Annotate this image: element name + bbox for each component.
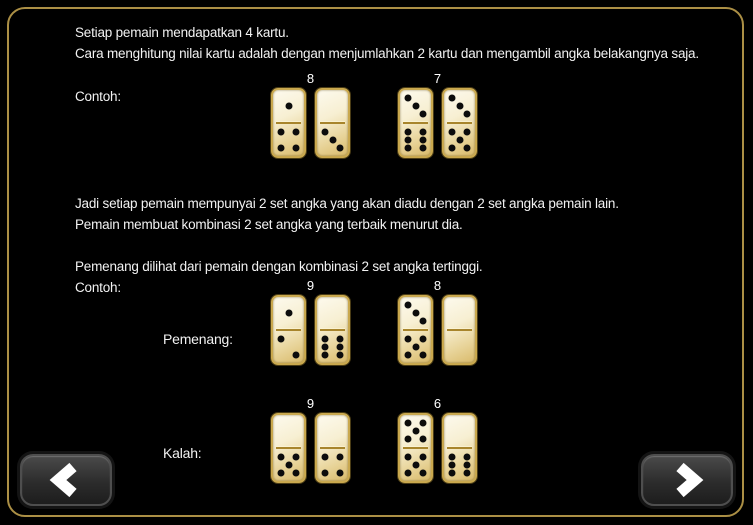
domino-pip bbox=[293, 352, 300, 359]
domino-top-half bbox=[317, 415, 348, 447]
domino-pair-winner-2 bbox=[398, 279, 477, 365]
instruction-line-1: Setiap pemain mendapatkan 4 kartu. bbox=[75, 25, 289, 40]
chevron-left-icon bbox=[43, 461, 89, 499]
pair-value-label: 7 bbox=[433, 71, 442, 86]
domino-bottom-half bbox=[400, 449, 431, 481]
domino-pip bbox=[412, 462, 419, 469]
domino-bottom-half bbox=[400, 331, 431, 363]
domino-pip bbox=[412, 428, 419, 435]
domino-pip bbox=[337, 145, 344, 152]
domino-pip bbox=[420, 129, 427, 136]
domino-top-half bbox=[273, 90, 304, 122]
domino-pip bbox=[464, 111, 471, 118]
domino-pip bbox=[420, 145, 427, 152]
domino-pip bbox=[464, 454, 471, 461]
domino-pip bbox=[337, 454, 344, 461]
domino-pip bbox=[464, 129, 471, 136]
domino-pip bbox=[404, 129, 411, 136]
domino-pip bbox=[321, 470, 328, 477]
domino-card bbox=[315, 413, 350, 483]
domino-pip bbox=[404, 336, 411, 343]
domino-bottom-half bbox=[400, 124, 431, 156]
domino-pip bbox=[337, 470, 344, 477]
domino-bottom-half bbox=[444, 124, 475, 156]
domino-pair-loser-1 bbox=[271, 397, 350, 483]
domino-card bbox=[271, 295, 306, 365]
domino-pip bbox=[277, 336, 284, 343]
domino-pip bbox=[321, 336, 328, 343]
pair-value-label: 8 bbox=[433, 278, 442, 293]
domino-top-half bbox=[400, 90, 431, 122]
instruction-line-3: Jadi setiap pemain mempunyai 2 set angka yang akan diadu dengan 2 set angka pemain lain. bbox=[75, 196, 619, 211]
domino-pip bbox=[456, 103, 463, 110]
domino-pip bbox=[404, 95, 411, 102]
domino-pip bbox=[277, 470, 284, 477]
domino-pip bbox=[277, 129, 284, 136]
domino-bottom-half bbox=[317, 449, 348, 481]
domino-card bbox=[398, 413, 433, 483]
domino-pip bbox=[412, 344, 419, 351]
domino-pip bbox=[337, 352, 344, 359]
domino-top-half bbox=[444, 90, 475, 122]
domino-card bbox=[315, 88, 350, 158]
domino-pip bbox=[277, 454, 284, 461]
domino-pip bbox=[420, 111, 427, 118]
domino-bottom-half bbox=[317, 124, 348, 156]
instruction-line-2: Cara menghitung nilai kartu adalah dengan menjumlahkan 2 kartu dan mengambil angka belakangnya saja. bbox=[75, 46, 699, 61]
domino-pip bbox=[321, 129, 328, 136]
domino-bottom-half bbox=[273, 449, 304, 481]
domino-card bbox=[442, 295, 477, 365]
example-1-heading: Contoh: bbox=[75, 89, 121, 104]
domino-top-half bbox=[273, 297, 304, 329]
domino-pip bbox=[464, 145, 471, 152]
domino-pip bbox=[420, 137, 427, 144]
instruction-line-4: Pemain membuat kombinasi 2 set angka yang terbaik menurut dia. bbox=[75, 217, 463, 232]
domino-card bbox=[398, 295, 433, 365]
domino-pip bbox=[404, 420, 411, 427]
domino-card bbox=[398, 88, 433, 158]
domino-top-half bbox=[317, 297, 348, 329]
domino-pip bbox=[464, 462, 471, 469]
domino-top-half bbox=[400, 415, 431, 447]
domino-pip bbox=[448, 462, 455, 469]
domino-pip bbox=[420, 318, 427, 325]
domino-pip bbox=[420, 436, 427, 443]
pair-value-label: 9 bbox=[306, 278, 315, 293]
domino-top-half bbox=[273, 415, 304, 447]
domino-pip bbox=[293, 454, 300, 461]
domino-pip bbox=[285, 462, 292, 469]
domino-pip bbox=[285, 103, 292, 110]
domino-card bbox=[442, 88, 477, 158]
domino-pip bbox=[321, 344, 328, 351]
pair-value-label: 6 bbox=[433, 396, 442, 411]
domino-card bbox=[442, 413, 477, 483]
pair-value-label: 9 bbox=[306, 396, 315, 411]
domino-pip bbox=[337, 344, 344, 351]
domino-pip bbox=[420, 454, 427, 461]
domino-top-half bbox=[317, 90, 348, 122]
domino-card bbox=[315, 295, 350, 365]
domino-pip bbox=[420, 352, 427, 359]
domino-pip bbox=[285, 310, 292, 317]
domino-bottom-half bbox=[273, 124, 304, 156]
instruction-line-5: Pemenang dilihat dari pemain dengan kombinasi 2 set angka tertinggi. bbox=[75, 259, 483, 274]
domino-card bbox=[271, 88, 306, 158]
domino-pip bbox=[293, 470, 300, 477]
chevron-right-icon bbox=[664, 461, 710, 499]
example-2-heading: Contoh: bbox=[75, 280, 121, 295]
domino-pair-example-2 bbox=[398, 72, 477, 158]
domino-bottom-half bbox=[444, 331, 475, 363]
domino-pip bbox=[448, 145, 455, 152]
domino-pip bbox=[404, 454, 411, 461]
domino-pip bbox=[412, 310, 419, 317]
domino-card bbox=[271, 413, 306, 483]
domino-pip bbox=[420, 470, 427, 477]
domino-pip bbox=[464, 470, 471, 477]
domino-pair-loser-2 bbox=[398, 397, 477, 483]
domino-pair-winner-1 bbox=[271, 279, 350, 365]
domino-pip bbox=[337, 336, 344, 343]
pair-value-label: 8 bbox=[306, 71, 315, 86]
domino-top-half bbox=[444, 415, 475, 447]
domino-pip bbox=[420, 336, 427, 343]
next-page-button[interactable] bbox=[641, 454, 733, 506]
domino-pip bbox=[329, 137, 336, 144]
domino-pip bbox=[412, 103, 419, 110]
domino-pip bbox=[404, 302, 411, 309]
domino-pip bbox=[448, 454, 455, 461]
loser-row-label: Kalah: bbox=[163, 445, 202, 461]
domino-top-half bbox=[400, 297, 431, 329]
domino-pip bbox=[456, 137, 463, 144]
domino-bottom-half bbox=[273, 331, 304, 363]
domino-pip bbox=[448, 95, 455, 102]
domino-pip bbox=[321, 352, 328, 359]
domino-pair-example-1 bbox=[271, 72, 350, 158]
domino-pip bbox=[448, 129, 455, 136]
domino-pip bbox=[277, 145, 284, 152]
domino-pip bbox=[404, 137, 411, 144]
domino-pip bbox=[448, 470, 455, 477]
prev-page-button[interactable] bbox=[20, 454, 112, 506]
domino-pip bbox=[404, 352, 411, 359]
domino-pip bbox=[293, 129, 300, 136]
domino-top-half bbox=[444, 297, 475, 329]
domino-pip bbox=[420, 420, 427, 427]
domino-bottom-half bbox=[317, 331, 348, 363]
domino-pip bbox=[404, 145, 411, 152]
domino-bottom-half bbox=[444, 449, 475, 481]
domino-pip bbox=[404, 470, 411, 477]
domino-pip bbox=[404, 436, 411, 443]
winner-row-label: Pemenang: bbox=[163, 331, 233, 347]
domino-pip bbox=[321, 454, 328, 461]
domino-pip bbox=[293, 145, 300, 152]
